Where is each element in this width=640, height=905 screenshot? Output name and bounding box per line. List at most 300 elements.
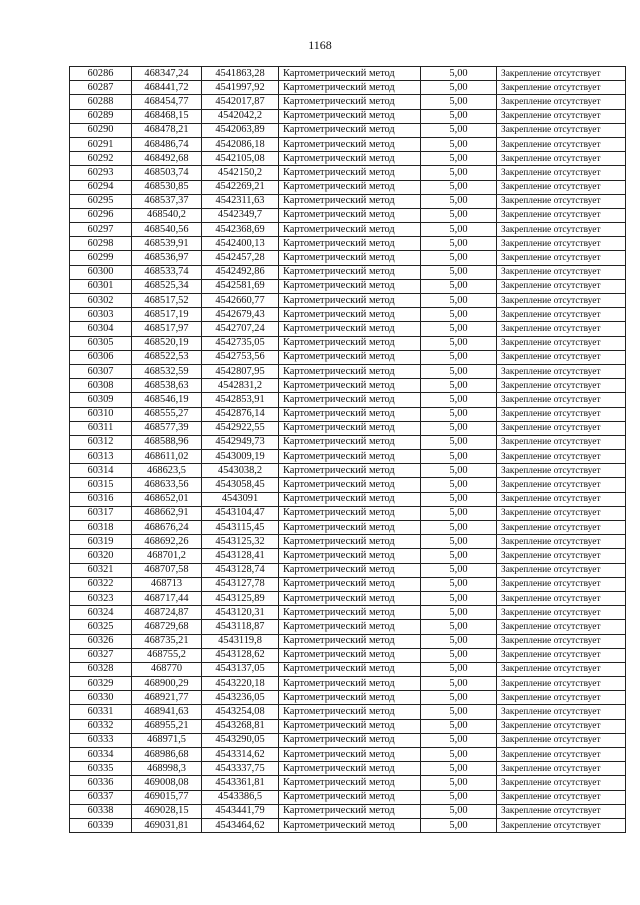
table-row [70,762,626,776]
fixing-note-cell: Закрепление отсутствует [497,308,626,322]
fixing-note-cell: Закрепление отсутствует [497,790,626,804]
y-coordinate-cell: 4543104,47 [202,506,279,520]
point-id-cell: 60311 [70,421,132,435]
table-row [70,350,626,364]
table-row [70,364,626,378]
accuracy-cell: 5,00 [421,748,497,762]
table-row [70,294,626,308]
accuracy-cell: 5,00 [421,634,497,648]
table-row [70,662,626,676]
point-id-cell: 60339 [70,818,132,832]
fixing-note-cell: Закрепление отсутствует [497,279,626,293]
fixing-note-cell: Закрепление отсутствует [497,634,626,648]
method-cell: Картометрический метод [279,549,421,563]
x-coordinate-cell: 468520,19 [132,336,202,350]
table-row [70,237,626,251]
x-coordinate-cell: 468441,72 [132,81,202,95]
y-coordinate-cell: 4542707,24 [202,322,279,336]
point-id-cell: 60291 [70,137,132,151]
point-id-cell: 60333 [70,733,132,747]
accuracy-cell: 5,00 [421,691,497,705]
x-coordinate-cell: 468713 [132,577,202,591]
method-cell: Картометрический метод [279,450,421,464]
point-id-cell: 60306 [70,350,132,364]
fixing-note-cell: Закрепление отсутствует [497,464,626,478]
y-coordinate-cell: 4542105,08 [202,152,279,166]
accuracy-cell: 5,00 [421,521,497,535]
method-cell: Картометрический метод [279,719,421,733]
x-coordinate-cell: 468941,63 [132,705,202,719]
y-coordinate-cell: 4543441,79 [202,804,279,818]
x-coordinate-cell: 468503,74 [132,166,202,180]
y-coordinate-cell: 4543361,81 [202,776,279,790]
fixing-note-cell: Закрепление отсутствует [497,166,626,180]
method-cell: Картометрический метод [279,364,421,378]
x-coordinate-cell: 468468,15 [132,109,202,123]
point-id-cell: 60313 [70,450,132,464]
accuracy-cell: 5,00 [421,762,497,776]
accuracy-cell: 5,00 [421,506,497,520]
y-coordinate-cell: 4543038,2 [202,464,279,478]
table-row [70,521,626,535]
table-row [70,166,626,180]
fixing-note-cell: Закрепление отсутствует [497,804,626,818]
x-coordinate-cell: 468536,97 [132,251,202,265]
point-id-cell: 60335 [70,762,132,776]
accuracy-cell: 5,00 [421,450,497,464]
accuracy-cell: 5,00 [421,379,497,393]
fixing-note-cell: Закрепление отсутствует [497,492,626,506]
x-coordinate-cell: 468633,56 [132,478,202,492]
method-cell: Картометрический метод [279,705,421,719]
method-cell: Картометрический метод [279,677,421,691]
accuracy-cell: 5,00 [421,818,497,832]
x-coordinate-cell: 468986,68 [132,748,202,762]
x-coordinate-cell: 468517,52 [132,294,202,308]
fixing-note-cell: Закрепление отсутствует [497,591,626,605]
table-row [70,123,626,137]
point-id-cell: 60287 [70,81,132,95]
method-cell: Картометрический метод [279,662,421,676]
y-coordinate-cell: 4543254,08 [202,705,279,719]
point-id-cell: 60327 [70,648,132,662]
method-cell: Картометрический метод [279,81,421,95]
method-cell: Картометрический метод [279,95,421,109]
x-coordinate-cell: 469028,15 [132,804,202,818]
method-cell: Картометрический метод [279,251,421,265]
table-row [70,733,626,747]
table-row [70,308,626,322]
table-row [70,223,626,237]
x-coordinate-cell: 468724,87 [132,606,202,620]
method-cell: Картометрический метод [279,748,421,762]
y-coordinate-cell: 4542368,69 [202,223,279,237]
accuracy-cell: 5,00 [421,606,497,620]
x-coordinate-cell: 468729,68 [132,620,202,634]
accuracy-cell: 5,00 [421,492,497,506]
x-coordinate-cell: 468735,21 [132,634,202,648]
method-cell: Картометрический метод [279,776,421,790]
fixing-note-cell: Закрепление отсутствует [497,251,626,265]
accuracy-cell: 5,00 [421,620,497,634]
x-coordinate-cell: 469015,77 [132,790,202,804]
fixing-note-cell: Закрепление отсутствует [497,748,626,762]
table-row [70,152,626,166]
x-coordinate-cell: 468540,56 [132,223,202,237]
y-coordinate-cell: 4543290,05 [202,733,279,747]
fixing-note-cell: Закрепление отсутствует [497,506,626,520]
point-id-cell: 60292 [70,152,132,166]
fixing-note-cell: Закрепление отсутствует [497,606,626,620]
point-id-cell: 60293 [70,166,132,180]
fixing-note-cell: Закрепление отсутствует [497,776,626,790]
point-id-cell: 60330 [70,691,132,705]
point-id-cell: 60295 [70,194,132,208]
method-cell: Картометрический метод [279,223,421,237]
point-id-cell: 60321 [70,563,132,577]
fixing-note-cell: Закрепление отсутствует [497,123,626,137]
fixing-note-cell: Закрепление отсутствует [497,364,626,378]
point-id-cell: 60304 [70,322,132,336]
method-cell: Картометрический метод [279,265,421,279]
method-cell: Картометрический метод [279,620,421,634]
point-id-cell: 60312 [70,435,132,449]
point-id-cell: 60316 [70,492,132,506]
point-id-cell: 60300 [70,265,132,279]
accuracy-cell: 5,00 [421,577,497,591]
method-cell: Картометрический метод [279,379,421,393]
x-coordinate-cell: 468532,59 [132,364,202,378]
accuracy-cell: 5,00 [421,421,497,435]
table-row [70,478,626,492]
x-coordinate-cell: 468530,85 [132,180,202,194]
x-coordinate-cell: 468525,34 [132,279,202,293]
method-cell: Картометрический метод [279,152,421,166]
x-coordinate-cell: 468486,74 [132,137,202,151]
table-row [70,535,626,549]
accuracy-cell: 5,00 [421,350,497,364]
point-id-cell: 60319 [70,535,132,549]
coordinates-table-body [70,67,626,833]
accuracy-cell: 5,00 [421,308,497,322]
y-coordinate-cell: 4543337,75 [202,762,279,776]
point-id-cell: 60332 [70,719,132,733]
y-coordinate-cell: 4543268,81 [202,719,279,733]
table-row [70,492,626,506]
accuracy-cell: 5,00 [421,407,497,421]
x-coordinate-cell: 468971,5 [132,733,202,747]
table-row [70,208,626,222]
table-row [70,506,626,520]
fixing-note-cell: Закрепление отсутствует [497,109,626,123]
fixing-note-cell: Закрепление отсутствует [497,336,626,350]
table-row [70,180,626,194]
x-coordinate-cell: 468652,01 [132,492,202,506]
accuracy-cell: 5,00 [421,677,497,691]
table-row [70,691,626,705]
method-cell: Картометрический метод [279,208,421,222]
fixing-note-cell: Закрепление отсутствует [497,450,626,464]
point-id-cell: 60328 [70,662,132,676]
point-id-cell: 60338 [70,804,132,818]
x-coordinate-cell: 468676,24 [132,521,202,535]
x-coordinate-cell: 468533,74 [132,265,202,279]
point-id-cell: 60314 [70,464,132,478]
y-coordinate-cell: 4543386,5 [202,790,279,804]
y-coordinate-cell: 4543058,45 [202,478,279,492]
method-cell: Картометрический метод [279,166,421,180]
point-id-cell: 60326 [70,634,132,648]
table-row [70,634,626,648]
y-coordinate-cell: 4542042,2 [202,109,279,123]
fixing-note-cell: Закрепление отсутствует [497,152,626,166]
y-coordinate-cell: 4543115,45 [202,521,279,535]
x-coordinate-cell: 468539,91 [132,237,202,251]
page-number: 1168 [308,38,332,52]
y-coordinate-cell: 4541863,28 [202,67,279,81]
point-id-cell: 60296 [70,208,132,222]
table-row [70,450,626,464]
point-id-cell: 60298 [70,237,132,251]
coordinates-table [69,66,626,833]
table-row [70,109,626,123]
y-coordinate-cell: 4543120,31 [202,606,279,620]
table-row [70,95,626,109]
fixing-note-cell: Закрепление отсутствует [497,67,626,81]
point-id-cell: 60297 [70,223,132,237]
accuracy-cell: 5,00 [421,563,497,577]
point-id-cell: 60301 [70,279,132,293]
point-id-cell: 60318 [70,521,132,535]
method-cell: Картометрический метод [279,421,421,435]
method-cell: Картометрический метод [279,279,421,293]
method-cell: Картометрический метод [279,648,421,662]
y-coordinate-cell: 4543127,78 [202,577,279,591]
point-id-cell: 60305 [70,336,132,350]
accuracy-cell: 5,00 [421,251,497,265]
method-cell: Картометрический метод [279,180,421,194]
point-id-cell: 60286 [70,67,132,81]
x-coordinate-cell: 468955,21 [132,719,202,733]
accuracy-cell: 5,00 [421,322,497,336]
fixing-note-cell: Закрепление отсутствует [497,818,626,832]
table-row [70,620,626,634]
method-cell: Картометрический метод [279,464,421,478]
method-cell: Картометрический метод [279,804,421,818]
x-coordinate-cell: 468546,19 [132,393,202,407]
method-cell: Картометрический метод [279,691,421,705]
x-coordinate-cell: 468921,77 [132,691,202,705]
method-cell: Картометрический метод [279,336,421,350]
accuracy-cell: 5,00 [421,279,497,293]
point-id-cell: 60303 [70,308,132,322]
accuracy-cell: 5,00 [421,733,497,747]
method-cell: Картометрический метод [279,67,421,81]
accuracy-cell: 5,00 [421,81,497,95]
table-row [70,336,626,350]
y-coordinate-cell: 4543125,32 [202,535,279,549]
table-row [70,464,626,478]
method-cell: Картометрический метод [279,350,421,364]
x-coordinate-cell: 468717,44 [132,591,202,605]
table-row [70,379,626,393]
table-row [70,549,626,563]
point-id-cell: 60322 [70,577,132,591]
accuracy-cell: 5,00 [421,109,497,123]
x-coordinate-cell: 469031,81 [132,818,202,832]
accuracy-cell: 5,00 [421,95,497,109]
x-coordinate-cell: 468998,3 [132,762,202,776]
method-cell: Картометрический метод [279,407,421,421]
method-cell: Картометрический метод [279,237,421,251]
table-row [70,804,626,818]
table-row [70,776,626,790]
y-coordinate-cell: 4543137,05 [202,662,279,676]
y-coordinate-cell: 4543118,87 [202,620,279,634]
y-coordinate-cell: 4543314,62 [202,748,279,762]
table-row [70,577,626,591]
fixing-note-cell: Закрепление отсутствует [497,180,626,194]
x-coordinate-cell: 468611,02 [132,450,202,464]
table-row [70,748,626,762]
accuracy-cell: 5,00 [421,393,497,407]
y-coordinate-cell: 4542063,89 [202,123,279,137]
x-coordinate-cell: 468347,24 [132,67,202,81]
x-coordinate-cell: 469008,08 [132,776,202,790]
y-coordinate-cell: 4543125,89 [202,591,279,605]
accuracy-cell: 5,00 [421,208,497,222]
fixing-note-cell: Закрепление отсутствует [497,549,626,563]
point-id-cell: 60317 [70,506,132,520]
y-coordinate-cell: 4543119,8 [202,634,279,648]
x-coordinate-cell: 468538,63 [132,379,202,393]
point-id-cell: 60337 [70,790,132,804]
table-row [70,421,626,435]
y-coordinate-cell: 4542922,55 [202,421,279,435]
method-cell: Картометрический метод [279,194,421,208]
fixing-note-cell: Закрепление отсутствует [497,407,626,421]
fixing-note-cell: Закрепление отсутствует [497,620,626,634]
x-coordinate-cell: 468522,53 [132,350,202,364]
x-coordinate-cell: 468577,39 [132,421,202,435]
accuracy-cell: 5,00 [421,662,497,676]
method-cell: Картометрический метод [279,478,421,492]
y-coordinate-cell: 4543009,19 [202,450,279,464]
table-row [70,279,626,293]
y-coordinate-cell: 4542735,05 [202,336,279,350]
point-id-cell: 60329 [70,677,132,691]
table-row [70,648,626,662]
y-coordinate-cell: 4542807,95 [202,364,279,378]
fixing-note-cell: Закрепление отсутствует [497,421,626,435]
method-cell: Картометрический метод [279,591,421,605]
fixing-note-cell: Закрепление отсутствует [497,294,626,308]
point-id-cell: 60307 [70,364,132,378]
fixing-note-cell: Закрепление отсутствует [497,393,626,407]
point-id-cell: 60308 [70,379,132,393]
method-cell: Картометрический метод [279,322,421,336]
fixing-note-cell: Закрепление отсутствует [497,350,626,364]
accuracy-cell: 5,00 [421,123,497,137]
method-cell: Картометрический метод [279,123,421,137]
x-coordinate-cell: 468540,2 [132,208,202,222]
accuracy-cell: 5,00 [421,549,497,563]
fixing-note-cell: Закрепление отсутствует [497,691,626,705]
fixing-note-cell: Закрепление отсутствует [497,478,626,492]
method-cell: Картометрический метод [279,393,421,407]
table-row [70,393,626,407]
accuracy-cell: 5,00 [421,294,497,308]
accuracy-cell: 5,00 [421,336,497,350]
accuracy-cell: 5,00 [421,719,497,733]
accuracy-cell: 5,00 [421,194,497,208]
method-cell: Картометрический метод [279,109,421,123]
x-coordinate-cell: 468662,91 [132,506,202,520]
x-coordinate-cell: 468770 [132,662,202,676]
fixing-note-cell: Закрепление отсутствует [497,577,626,591]
accuracy-cell: 5,00 [421,804,497,818]
y-coordinate-cell: 4542349,7 [202,208,279,222]
x-coordinate-cell: 468623,5 [132,464,202,478]
y-coordinate-cell: 4541997,92 [202,81,279,95]
accuracy-cell: 5,00 [421,478,497,492]
x-coordinate-cell: 468517,19 [132,308,202,322]
accuracy-cell: 5,00 [421,364,497,378]
point-id-cell: 60315 [70,478,132,492]
point-id-cell: 60309 [70,393,132,407]
fixing-note-cell: Закрепление отсутствует [497,677,626,691]
fixing-note-cell: Закрепление отсутствует [497,208,626,222]
y-coordinate-cell: 4542400,13 [202,237,279,251]
y-coordinate-cell: 4542753,56 [202,350,279,364]
y-coordinate-cell: 4542086,18 [202,137,279,151]
y-coordinate-cell: 4542831,2 [202,379,279,393]
y-coordinate-cell: 4542492,86 [202,265,279,279]
y-coordinate-cell: 4543128,62 [202,648,279,662]
y-coordinate-cell: 4542269,21 [202,180,279,194]
point-id-cell: 60289 [70,109,132,123]
point-id-cell: 60310 [70,407,132,421]
fixing-note-cell: Закрепление отсутствует [497,521,626,535]
x-coordinate-cell: 468454,77 [132,95,202,109]
point-id-cell: 60323 [70,591,132,605]
y-coordinate-cell: 4543236,05 [202,691,279,705]
accuracy-cell: 5,00 [421,435,497,449]
y-coordinate-cell: 4543128,74 [202,563,279,577]
accuracy-cell: 5,00 [421,152,497,166]
accuracy-cell: 5,00 [421,137,497,151]
fixing-note-cell: Закрепление отсутствует [497,563,626,577]
method-cell: Картометрический метод [279,294,421,308]
point-id-cell: 60325 [70,620,132,634]
accuracy-cell: 5,00 [421,591,497,605]
y-coordinate-cell: 4542660,77 [202,294,279,308]
fixing-note-cell: Закрепление отсутствует [497,237,626,251]
x-coordinate-cell: 468555,27 [132,407,202,421]
y-coordinate-cell: 4542457,28 [202,251,279,265]
table-row [70,591,626,605]
y-coordinate-cell: 4542679,43 [202,308,279,322]
fixing-note-cell: Закрепление отсутствует [497,322,626,336]
table-row [70,322,626,336]
table-row [70,194,626,208]
method-cell: Картометрический метод [279,535,421,549]
fixing-note-cell: Закрепление отсутствует [497,379,626,393]
table-row [70,435,626,449]
accuracy-cell: 5,00 [421,464,497,478]
accuracy-cell: 5,00 [421,790,497,804]
method-cell: Картометрический метод [279,634,421,648]
